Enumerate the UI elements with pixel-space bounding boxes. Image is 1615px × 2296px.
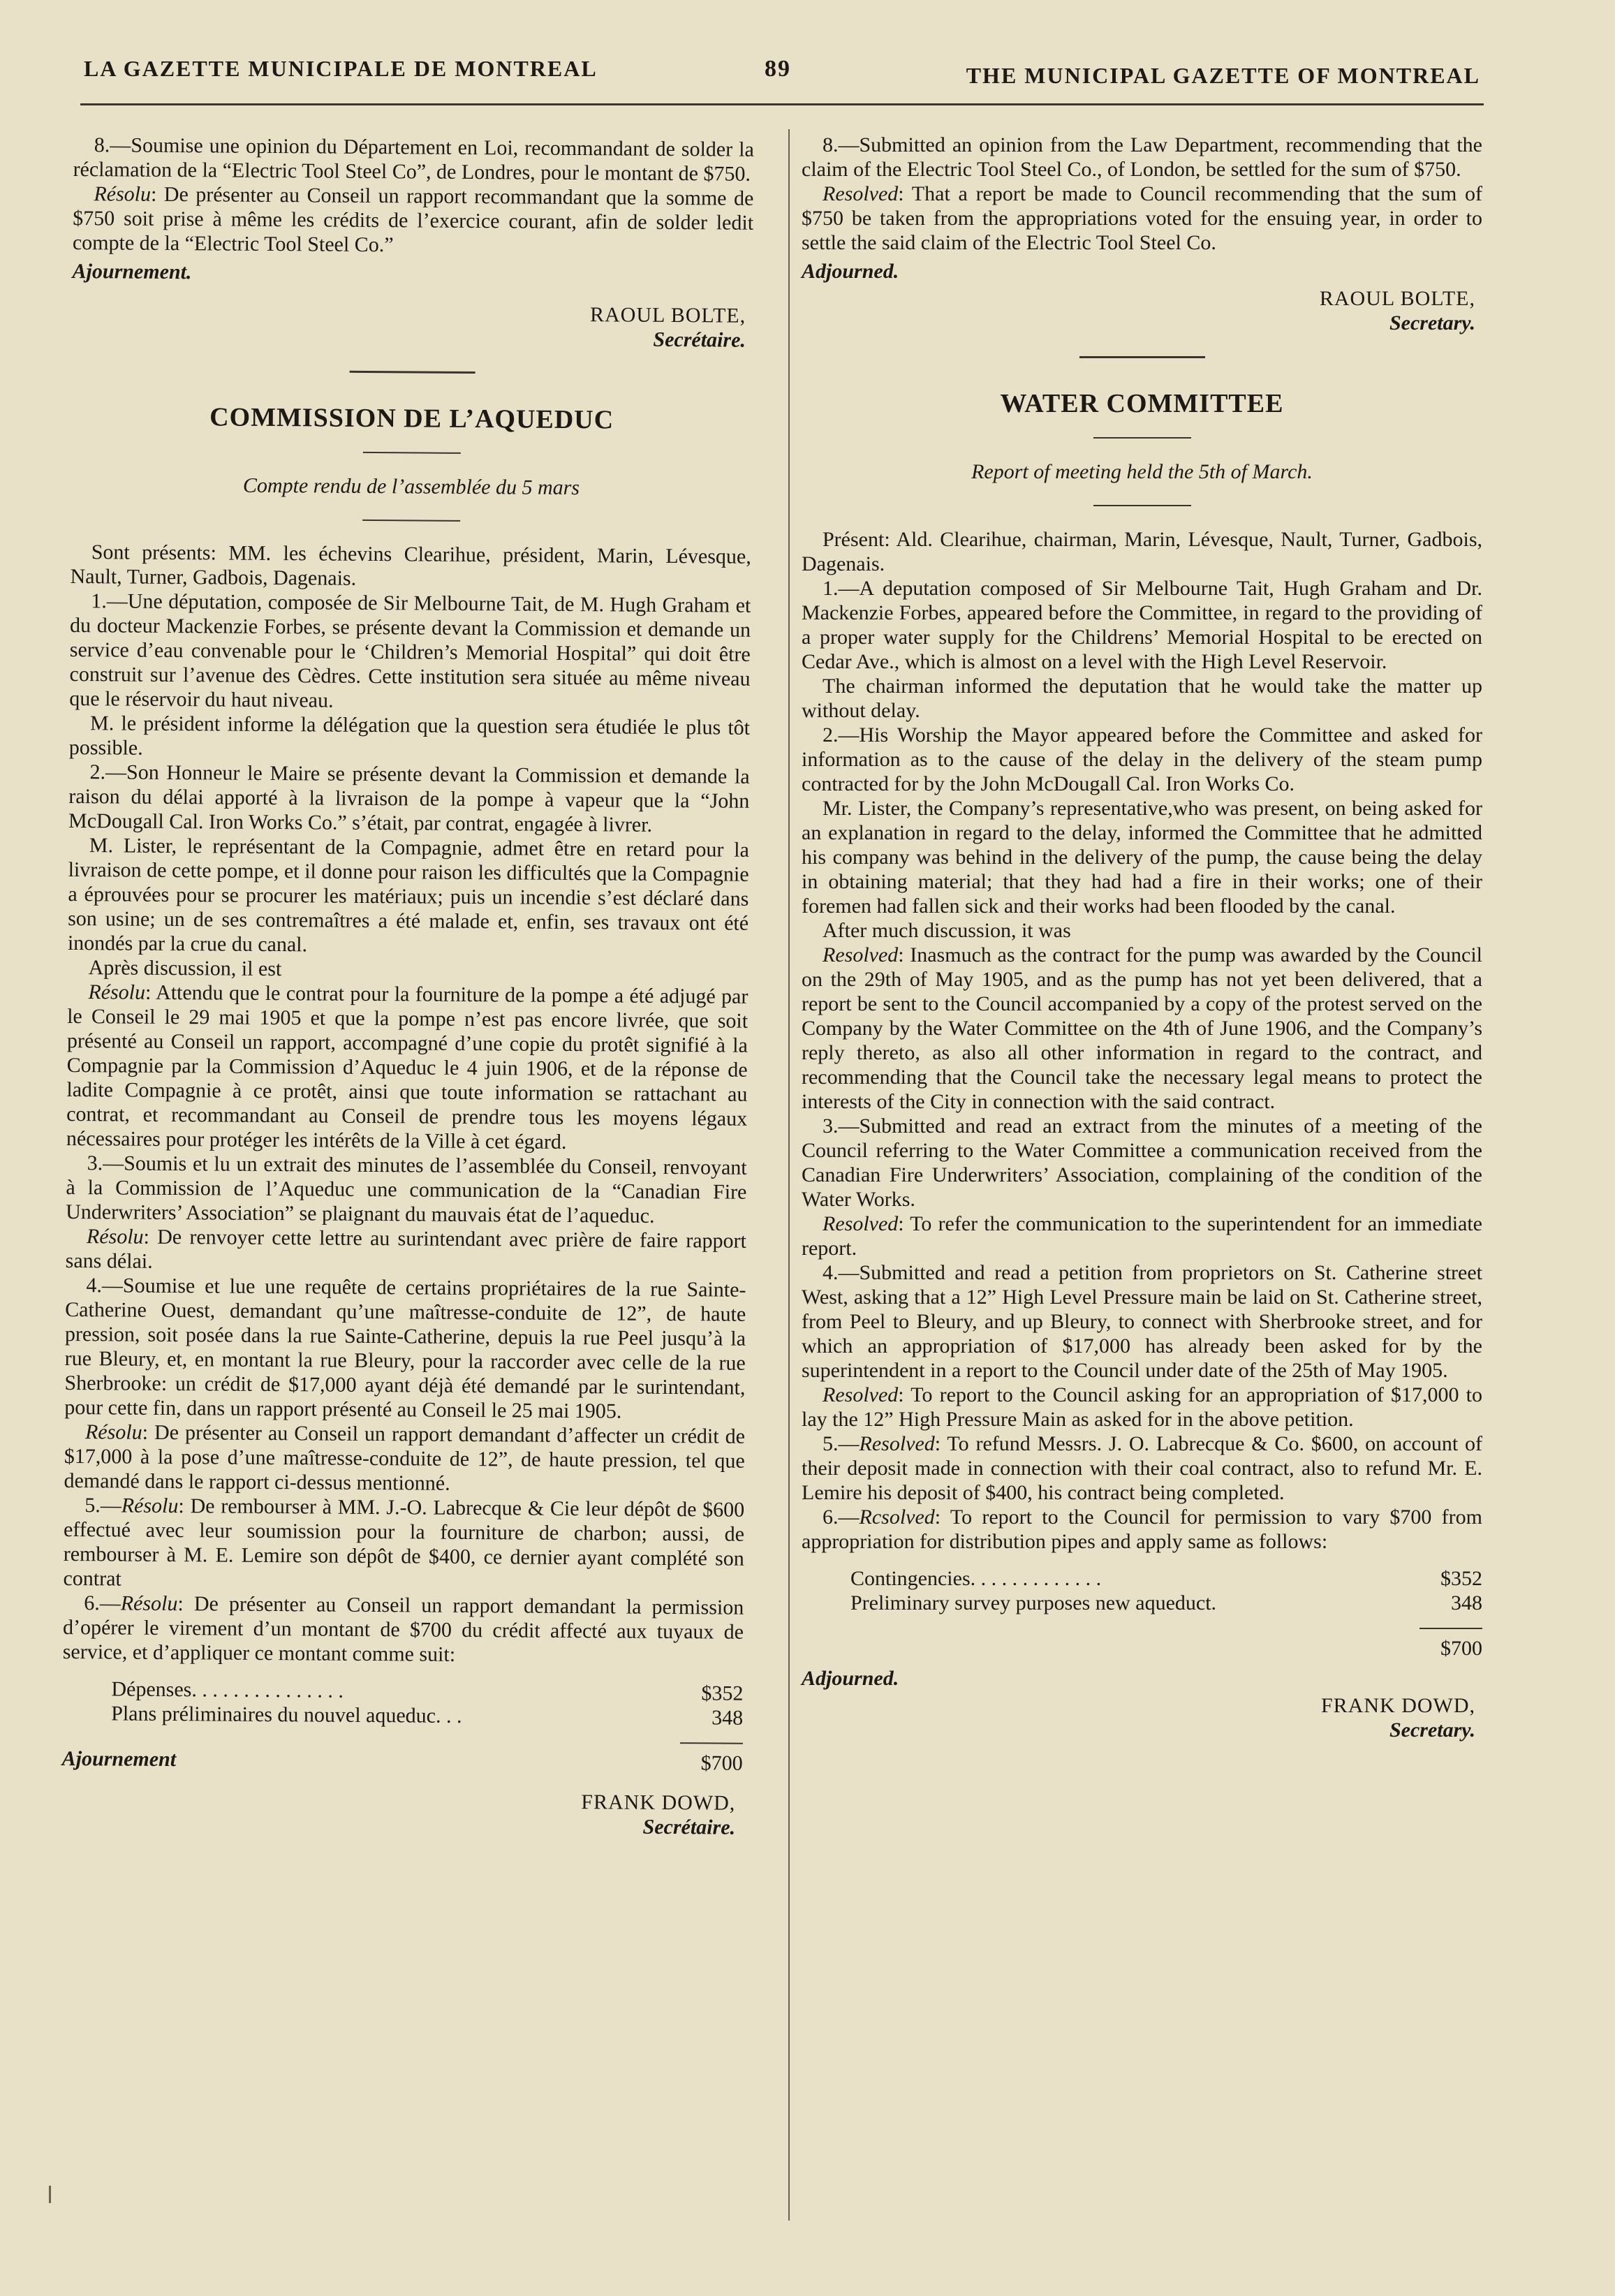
resolved-label: Resolved	[823, 1212, 899, 1235]
en-item-8-resolution	[802, 182, 1482, 255]
section-rule	[1079, 356, 1205, 358]
item-prefix: 5.—	[823, 1432, 860, 1455]
fr-total-amount: $700	[700, 1751, 743, 1775]
item-prefix: 6.—	[823, 1506, 860, 1529]
heading-rule	[1093, 437, 1191, 439]
total-rule	[680, 1742, 743, 1744]
en-adjournment-2: Adjourned.	[802, 1667, 899, 1690]
resolution-text: : To report to the Council for permission to vary $700 from appropriation for distribution pipes and apply same as follows:	[802, 1506, 1482, 1553]
en-item-2-explanation: Mr. Lister, the Company’s representative,who was present, on being asked for an explanation in regard to the delay, informed the Committee that he admitted his company was behind in the delivery of the pump, the cause being the delay in obtaining material; that they had had a fire in their works; one of their foremen had fallen sick and their works had been flooded by the canal.	[802, 797, 1482, 918]
en-signature-title-1: Secretary.	[1389, 311, 1475, 334]
fr-item-2-explanation: M. Lister, le représentant de la Compagnie, admet être en retard pour la livraison de cette pompe, et il donne pour raison les difficultés que la Compagnie a éprouvées pour se procurer les matériaux; puis un incendie s’est déclaré dans son usine; un de ses contremaîtres a été malade et, enfin, ses travaux ont été inondés par la crue du canal.	[67, 834, 749, 957]
subheading-rule	[362, 520, 460, 522]
resolved-label: Resolved	[823, 943, 899, 966]
fr-item-8-resolution	[73, 182, 754, 260]
fr-item-8: 8.—Soumise une opinion du Département en Loi, recommandant de solder la réclamation de la “Electric Tool Steel Co”, de Londres, pour le montant de $750.	[73, 133, 754, 186]
expense-amount: $352	[701, 1681, 744, 1705]
en-item-3: 3.—Submitted and read an extract from the minutes of a meeting of the Council referring to the Water Committee a communication received from the Canadian Fire Underwriters’ Association, complaining of the condition of the Water Works.	[802, 1114, 1482, 1211]
en-item-2-resolution	[802, 943, 1482, 1114]
resolution-text: : De présenter au Conseil un rapport demandant la permission d’opérer le virement d’un montant de $700 du crédit affecté aux tuyaux de service, et d’appliquer ce montant comme suit:	[62, 1592, 744, 1666]
resolution-text: : To refer the communication to the superintendent for an immediate report.	[802, 1212, 1482, 1260]
fr-item-1: 1.—Une députation, composée de Sir Melbourne Tait, de M. Hugh Graham et du docteur Mackenzie Forbes, se présente devant la Commission et demande un service d’eau convenable pour le ‘Children’s Memorial Hospital” qui doit être construit sur l’avenue des Cèdres. Cette institution sera située au même niveau que le réservoir du haut niveau.	[69, 589, 751, 712]
fr-item-6	[63, 1591, 744, 1669]
fr-item-1-reply: M. le président informe la délégation que la question sera étudiée le plus tôt possible.	[68, 712, 751, 760]
column-divider	[788, 129, 790, 2221]
en-total-amount: $700	[1440, 1637, 1482, 1660]
margin-mark	[49, 2186, 51, 2203]
resolution-text: : Attendu que le contrat pour la fourniture de la pompe a été adjugé par le Conseil le 29 mai 1905 et que la pompe n’est pas encore livrée, que soit présenté au Conseil un rapport, accompagné d’une copie du protêt signifié à la Compagnie par la Commission d’Aqueduc le 4 juin 1906, et de la réponse de ladite Compagnie à ce protêt, ainsi que toute information se rattachant au contrat, et recommandant au Conseil de prendre tous les moyens légaux nécessaires pour protéger les intérêts de la Ville à cet égard.	[66, 980, 748, 1154]
en-item-5	[802, 1432, 1482, 1505]
resolution-text: : Inasmuch as the contract for the pump was awarded by the Council on the 29th of May 1905, and as the pump has not yet been delivered, that a report be sent to the Council accompanied by a copy of the protest served on the Company by the Water Committee on the 4th of June 1906, and the Company’s reply thereto, as also all other information in regard to the contract, and recommending that the Council take the necessary legal means to protect the interests of the City in connection with the said contract.	[802, 943, 1482, 1113]
en-item-8: 8.—Submitted an opinion from the Law Department, recommending that the claim of the Electric Tool Steel Co., of London, be settled for the sum of $750.	[802, 133, 1482, 181]
en-section-subheading: Report of meeting held the 5th of March.	[971, 460, 1313, 483]
header-english-title: THE MUNICIPAL GAZETTE OF MONTREAL	[966, 63, 1480, 88]
resolution-text: : De renvoyer cette lettre au surintendant avec prière de faire rapport sans délai.	[65, 1225, 747, 1273]
expense-label: Preliminary survey purposes new aqueduct.	[850, 1591, 1217, 1614]
fr-signature-name-1: RAOUL BOLTE,	[589, 303, 746, 328]
resolu-label: Résolu	[84, 1420, 142, 1444]
en-item-1-reply: The chairman informed the deputation that he would take the matter up without delay.	[802, 675, 1482, 722]
en-section-heading: WATER COMMITTEE	[1000, 389, 1284, 418]
french-column	[61, 133, 754, 1840]
resolution-text: : That a report be made to Council recommending that the sum of $750 be taken from the appropriations voted for the ensuing year, in order to settle the said claim of the Electric Tool Steel Co.	[802, 182, 1482, 254]
section-rule	[349, 371, 475, 374]
resolu-label: Résolu	[121, 1494, 179, 1518]
en-signature-name-2: FRANK DOWD,	[1321, 1694, 1475, 1717]
en-item-4-resolution	[802, 1383, 1482, 1432]
fr-signature-title-1: Secrétaire.	[653, 328, 746, 352]
resolution-text: : To report to the Council asking for an appropriation of $17,000 to lay the 12” High Pressure Main as asked for in the above petition.	[802, 1383, 1482, 1431]
en-present: Présent: Ald. Clearihue, chairman, Marin, Lévesque, Nault, Turner, Gadbois, Dagenais.	[802, 528, 1482, 575]
fr-item-4-resolution	[64, 1420, 745, 1498]
running-head	[84, 49, 1480, 98]
item-prefix: 6.—	[84, 1591, 121, 1615]
en-item-6	[802, 1505, 1482, 1554]
expense-label: Plans préliminaires du nouvel aqueduc. . .	[111, 1702, 462, 1728]
fr-item-2: 2.—Son Honneur le Maire se présente devant la Commission et demande la raison du délai apporté à la livraison de la pompe à vapeur que la “John McDougall Cal. Iron Works Co.” s’était, par contrat, engagée à livrer.	[68, 760, 750, 837]
en-item-1: 1.—A deputation composed of Sir Melbourne Tait, Hugh Graham and Dr. Mackenzie Forbes, appeared before the Committee, in regard to the providing of a proper water supply for the Childrens’ Memorial Hospital to be erected on Cedar Ave., which is almost on a level with the High Level Reservoir.	[802, 577, 1482, 673]
fr-item-2-discussion: Après discussion, il est	[88, 956, 282, 981]
en-signature-title-2: Secretary.	[1389, 1719, 1475, 1742]
header-rule	[80, 103, 1484, 105]
en-expense-row	[802, 1591, 1482, 1615]
resolved-label: Resolved	[823, 1383, 899, 1406]
expense-label: Contingencies. . . . . . . . . . . . .	[850, 1567, 1102, 1590]
resolved-label: Resolved	[859, 1432, 935, 1455]
resolu-label: Résolu	[120, 1591, 178, 1616]
total-rule	[1419, 1628, 1482, 1629]
resolution-text: : De présenter au Conseil un rapport demandant d’affecter un crédit de $17,000 à la pose d’une maîtresse-conduite de 12”, de haute pression, tel que demandé dans le rapport ci-dessus mentionné.	[64, 1420, 746, 1495]
fr-item-3-resolution	[66, 1224, 746, 1278]
resolu-label: Résolu	[94, 182, 152, 206]
en-signature-name-1: RAOUL BOLTE,	[1319, 287, 1475, 310]
resolution-text: : De présenter au Conseil un rapport recommandant que la somme de $750 soit prise à même les crédits de l’exercice courant, afin de solder ledit compte de la “Electric Tool Steel Co.”	[72, 182, 754, 257]
expense-amount: $352	[1440, 1567, 1482, 1590]
en-item-3-resolution	[802, 1212, 1482, 1260]
resolution-text: : De rembourser à MM. J.-O. Labrecque & Cie leur dépôt de $600 effectué avec leur soumission pour la fourniture de charbon; aussi, de rembourser à M. E. Lemire son dépôt de $400, ce dernier ayant complété son contrat	[63, 1494, 745, 1591]
subheading-rule	[1093, 505, 1191, 506]
fr-presents: Sont présents: MM. les échevins Clearihue, président, Marin, Lévesque, Nault, Turner, Gadbois, Dagenais.	[70, 540, 751, 590]
fr-adjournment-1: Ajournement.	[72, 259, 192, 284]
expense-amount: 348	[711, 1706, 744, 1730]
en-item-2: 2.—His Worship the Mayor appeared before the Committee and asked for information as to the cause of the delay in the delivery of the steam pump contracted for by the John McDougall Cal. Iron Works Co.	[802, 723, 1482, 795]
fr-item-5	[63, 1493, 744, 1596]
fr-section-heading: COMMISSION DE L’AQUEDUC	[209, 402, 614, 435]
en-expense-row	[802, 1566, 1482, 1591]
resolved-label: Rcsolved	[859, 1506, 935, 1529]
en-item-2-discussion: After much discussion, it was	[823, 919, 1071, 942]
english-column	[802, 133, 1482, 1742]
resolved-label: Resolved	[823, 182, 899, 205]
header-french-title: LA GAZETTE MUNICIPALE DE MONTREAL	[84, 56, 598, 81]
fr-section-subheading: Compte rendu de l’assemblée du 5 mars	[242, 473, 580, 500]
fr-total-row	[62, 1746, 743, 1776]
fr-signature-name-2: FRANK DOWD,	[581, 1790, 736, 1815]
fr-item-4: 4.—Soumise et lue une requête de certains propriétaires de la rue Sainte-Catherine Ouest, demandant qu’une maîtresse-conduite de 12”, de haute pression, soit posée dans la rue Sainte-Catherine, depuis la rue Peel jusqu’à la rue Bleury, et, en montant la rue Bleury, pour la raccorder avec celle de la rue Sherbrooke: un crédit de $17,000 ayant déjà été demandé par le surintendant, pour cette fin, dans un rapport présenté au Conseil le 25 mai 1905.	[64, 1274, 746, 1423]
fr-adjournment-2: Ajournement	[61, 1746, 177, 1772]
fr-item-2-resolution	[66, 980, 748, 1156]
fr-signature-title-2: Secrétaire.	[642, 1815, 736, 1839]
resolution-text: : To refund Messrs. J. O. Labrecque & Co. $600, on account of their deposit made in connection with their coal contract, also to refund Mr. E. Lemire his deposit of $400, his contract being completed.	[802, 1432, 1482, 1504]
expense-label: Dépenses. . . . . . . . . . . . . . .	[111, 1677, 344, 1702]
resolu-label: Résolu	[88, 980, 146, 1004]
expense-amount: 348	[1451, 1591, 1482, 1614]
en-item-4: 4.—Submitted and read a petition from proprietors on St. Catherine street West, asking that a 12” High Level Pressure main be laid on St. Catherine street, from Peel to Bleury, and up Bleury, to connect with Sherbrooke street, and for which an appropriation of $17,000 has already been asked for by the superintendent in a report to the Council under date of the 25th of May 1905.	[802, 1261, 1482, 1382]
fr-expense-row	[62, 1701, 743, 1730]
heading-rule	[362, 452, 460, 454]
item-prefix: 5.—	[84, 1494, 121, 1517]
page-number: 89	[765, 56, 791, 82]
fr-item-3: 3.—Soumis et lu un extrait des minutes de l’assemblée du Conseil, renvoyant à la Commission de l’Aqueduc une communication de la “Canadian Fire Underwriters’ Association” se plaignant du mauvais état de l’aqueduc.	[66, 1151, 747, 1228]
en-adjournment-1: Adjourned.	[802, 260, 899, 283]
resolu-label: Résolu	[86, 1225, 144, 1249]
